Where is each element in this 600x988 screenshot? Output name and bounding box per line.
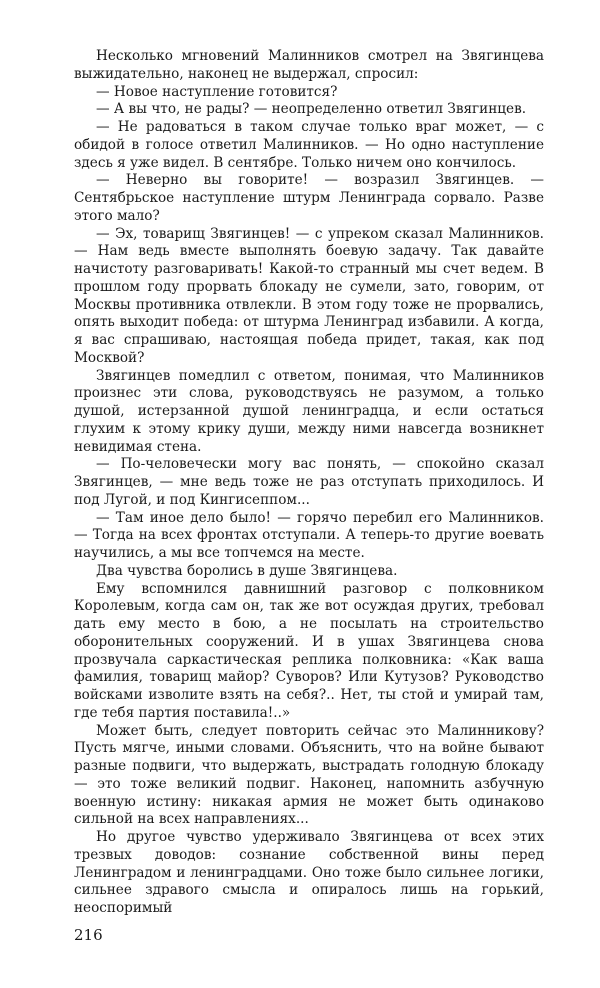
paragraph: — Там иное дело было! — горячо перебил его Малинников. — Тогда на всех фронтах отступали. А теперь-то другие воевать научились, а мы все топчемся на месте.: [74, 509, 544, 561]
paragraph: — Новое наступление готовится?: [96, 83, 338, 100]
body-text: [74, 48, 544, 918]
paragraph: Два чувства боролись в душе Звягинцева.: [96, 562, 398, 579]
paragraph: — По-человечески могу вас понять, — спокойно сказал Звягинцев, — мне ведь тоже не раз отступать приходилось. И под Лугой, и под Кингисеппом...: [74, 456, 544, 508]
paragraph: Может быть, следует повторить сейчас это Малинникову? Пусть мягче, иными словами. Объяснить, что на войне бывают разные подвиги, что выдержать, выстрадать голодную блокаду — это тоже великий подвиг. Наконец, напомнить азбучную военную истину: никакая армия не может быть одинаково сильной на всех направлениях...: [74, 722, 544, 828]
paragraph: — Неверно вы говорите! — возразил Звягинцев. — Сентябрьское наступление штурм Ленинграда сорвало. Разве этого мало?: [74, 172, 544, 224]
paragraph: Ему вспомнился давнишний разговор с полковником Королевым, когда сам он, так же вот осуждая других, требовал дать ему место в бою, а не посылать на строительство оборонительных сооружений. И в ушах Звягинцева снова прозвучала саркастическая реплика полковника: «Как ваша фамилия, товарищ майор? Суворов? Или Кутузов? Руководство войсками изволите взять на себя?.. Нет, ты стой и умирай там, где тебя партия поставила!..»: [74, 580, 544, 721]
paragraph: Звягинцев помедлил с ответом, понимая, что Малинников произнес эти слова, руководствуясь не разумом, а только душой, истерзанной душой ленинградца, и если остаться глухим к этому крику души, между ними навсегда возникнет невидимая стена.: [74, 367, 544, 455]
paragraph: — А вы что, не рады? — неопределенно ответил Звягинцев.: [96, 101, 527, 118]
paragraph: — Не радоваться в таком случае только враг может, — с обидой в голосе ответил Малинников. — Но одно наступление здесь я уже видел. В сентябре. Только ничем оно кончилось.: [74, 119, 544, 171]
paragraph: Но другое чувство удерживало Звягинцева от всех этих трезвых доводов: сознание собственной вины перед Ленинградом и ленинградцами. Оно тоже было сильнее логики, сильнее здравого смысла и опиралось лишь на горький, неоспоримый: [74, 829, 544, 916]
paragraph: — Эх, товарищ Звягинцев! — с упреком сказал Малинников. — Нам ведь вместе выполнять боевую задачу. Так давайте начистоту разговаривать! Какой-то странный мы счет ведем. В прошлом году прорвать блокаду не сумели, зато, говорим, от Москвы противника отвлекли. В этом году тоже не прорвались, опять выходит победа: от штурма Ленинград избавили. А когда, я вас спрашиваю, настоящая победа придет, такая, как под Москвой?: [74, 225, 544, 366]
page-number: 216: [74, 926, 103, 944]
paragraph: Несколько мгновений Малинников смотрел на Звягинцева выжидательно, наконец не выдержал, спросил:: [74, 48, 544, 82]
